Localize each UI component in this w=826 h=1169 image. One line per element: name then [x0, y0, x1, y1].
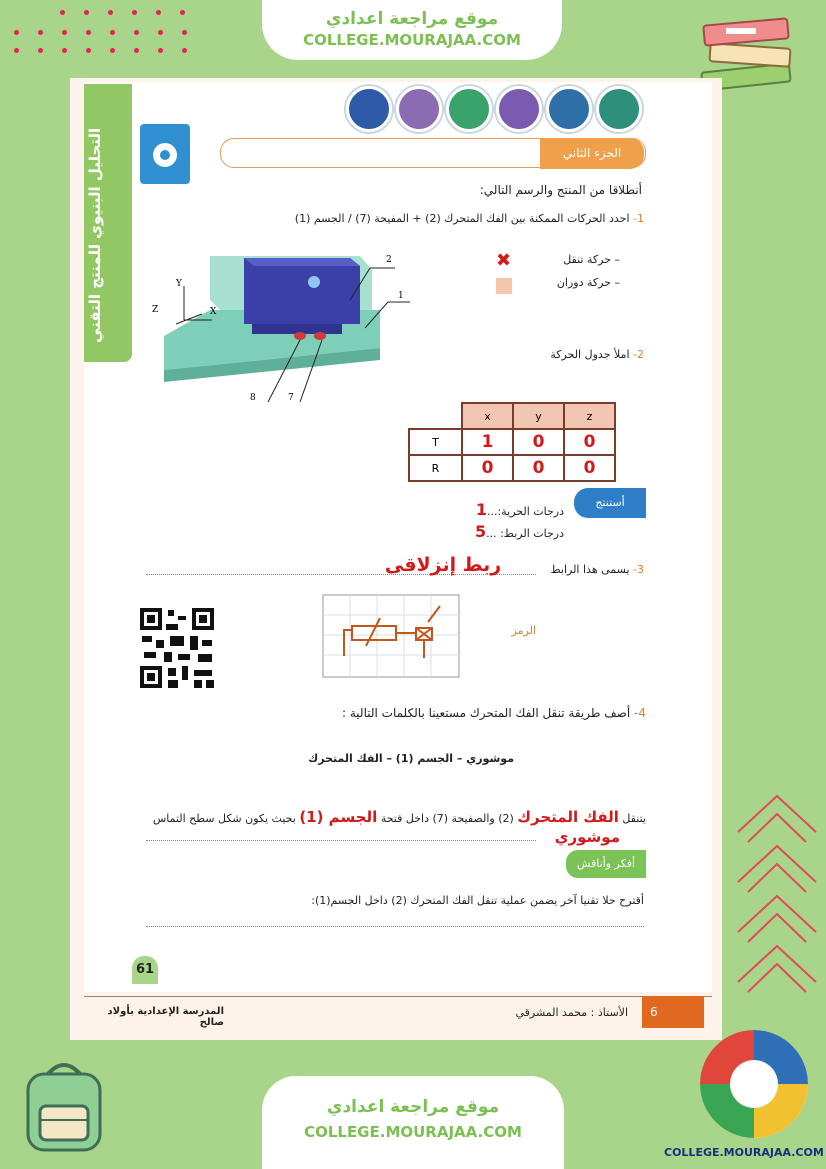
think-discuss-text: أقترح حلا تقنيا آخر يضمن عملية تنقل الفك المتحرك (2) داخل الجسم(1):	[311, 894, 644, 907]
axis-z-label: Z	[152, 305, 159, 315]
table-cell[interactable]: 0	[513, 429, 564, 455]
answer-middle: (2) والصفيحة (7) داخل فتحة	[380, 812, 514, 825]
question-3-text: يسمى هذا الرابط	[550, 563, 630, 576]
table-header-y: y	[513, 403, 564, 429]
question-1-number: 1-	[633, 212, 644, 225]
answer-moving-jaw[interactable]: الفك المتحرك	[517, 808, 619, 826]
linkage-label: درجات الربط: ...	[486, 527, 564, 540]
question-2-text: املأ جدول الحركة	[550, 348, 630, 361]
site-banner-bottom[interactable]	[262, 1076, 564, 1169]
section-title: الجزء الثاني	[540, 138, 644, 169]
question-3-number: 3-	[633, 563, 644, 576]
table-row	[409, 403, 615, 429]
question-3	[540, 563, 644, 576]
table-corner	[409, 403, 462, 429]
question-1-text: احدد الحركات الممكنة بين الفك المتحرك (2) + المفيحة (7) / الجسم (1)	[294, 212, 630, 225]
conclude-badge: أستنتج	[574, 488, 646, 518]
question-4	[320, 706, 646, 720]
question-4-keywords: موشوري – الجسم (1) – الفك المتحرك	[308, 752, 514, 765]
answer-line-think	[146, 926, 644, 927]
legend-rotation: – حركة دوران	[556, 276, 620, 289]
symbol-label: الرمز	[511, 624, 536, 637]
motion-table	[408, 402, 616, 482]
table-row	[409, 429, 615, 455]
skill-icons-row	[346, 86, 646, 132]
think-discuss-badge: أفكر وأناقش	[566, 850, 646, 878]
question-4-number: 4-	[634, 706, 646, 720]
banner-top-title: موقع مراجعة اعدادي	[325, 9, 499, 29]
footer-school: المدرسة الإعدادية بأولاد صالح	[107, 1006, 224, 1028]
diagram-label-1: 1	[398, 291, 404, 301]
chevron-decoration	[734, 790, 820, 1020]
axis-y-label: Y	[176, 279, 182, 289]
table-cell[interactable]: 0	[513, 455, 564, 481]
dof-label: درجات الحرية:...	[487, 505, 564, 518]
banner-bottom-title: موقع مراجعة اعدادي	[326, 1097, 500, 1117]
legend-translation-label: حركة تنقل	[563, 253, 611, 266]
degrees-of-linkage	[400, 522, 564, 541]
vise-diagram	[140, 240, 420, 410]
table-row-label-t: T	[409, 429, 462, 455]
answer-prefix: يتنقل	[622, 812, 646, 825]
legend-translation: – حركة تنقل	[563, 253, 620, 266]
page-number: 61	[132, 956, 158, 984]
table-cell[interactable]: 0	[564, 455, 615, 481]
chapter-sidebar-title: التحليل البنيوي للمنتج التقني	[86, 127, 104, 343]
skill-icon-1	[346, 86, 392, 132]
table-cell[interactable]: 0	[462, 455, 513, 481]
question-1	[240, 212, 644, 225]
axis-x-label: X	[210, 307, 217, 317]
table-row	[409, 455, 615, 481]
slide-link-symbol	[322, 594, 460, 678]
site-logo-icon	[694, 1024, 814, 1144]
answer-prismatic[interactable]: موشوري	[554, 828, 620, 846]
diagram-label-8: 8	[250, 393, 256, 403]
site-banner-top[interactable]	[262, 0, 562, 60]
dots-decoration	[0, 0, 220, 60]
answer-line-4	[146, 840, 536, 841]
answer-suffix: بحيث يكون شكل سطح التماس	[152, 812, 296, 825]
table-header-x: x	[462, 403, 513, 429]
table-cell[interactable]: 1	[462, 429, 513, 455]
table-cell[interactable]: 0	[564, 429, 615, 455]
question-2	[460, 348, 644, 361]
skill-icon-4	[496, 86, 542, 132]
degrees-of-freedom	[400, 500, 564, 519]
qr-code-icon[interactable]	[138, 606, 216, 690]
question-4-answer	[146, 808, 646, 826]
legend-rotation-label: حركة دوران	[556, 276, 611, 289]
cross-icon: ✖	[496, 250, 512, 271]
backpack-icon	[18, 1056, 110, 1154]
skill-icon-3	[446, 86, 492, 132]
rotation-swatch	[496, 278, 512, 294]
question-2-number: 2-	[633, 348, 644, 361]
skill-icon-5	[546, 86, 592, 132]
skill-icon-6	[596, 86, 642, 132]
gear-icon	[146, 136, 184, 174]
table-header-z: z	[564, 403, 615, 429]
question-4-text: أصف طريقة تنقل الفك المتحرك مستعينا بالكلمات التالية :	[342, 706, 631, 720]
banner-bottom-url: COLLEGE.MOURAJAA.COM	[304, 1123, 522, 1141]
diagram-label-2: 2	[386, 255, 392, 265]
dof-value[interactable]: 1	[475, 500, 488, 519]
answer-body[interactable]: الجسم (1)	[299, 808, 378, 826]
table-row-label-r: R	[409, 455, 462, 481]
footer-rule	[84, 996, 712, 997]
footer-teacher: الأستاذ : محمد المشرقي	[515, 1006, 628, 1019]
question-3-answer[interactable]: ربط إنزلاقى	[384, 554, 502, 576]
linkage-value[interactable]: 5	[474, 522, 487, 541]
diagram-label-7: 7	[288, 393, 294, 403]
footer-number: 6	[642, 996, 704, 1028]
site-frame-left	[0, 0, 70, 1169]
site-logo-text[interactable]: COLLEGE.MOURAJAA.COM	[664, 1146, 824, 1159]
banner-top-url: COLLEGE.MOURAJAA.COM	[303, 31, 521, 49]
intro-text: أنطلاقا من المنتج والرسم التالي:	[479, 183, 642, 197]
skill-icon-2	[396, 86, 442, 132]
